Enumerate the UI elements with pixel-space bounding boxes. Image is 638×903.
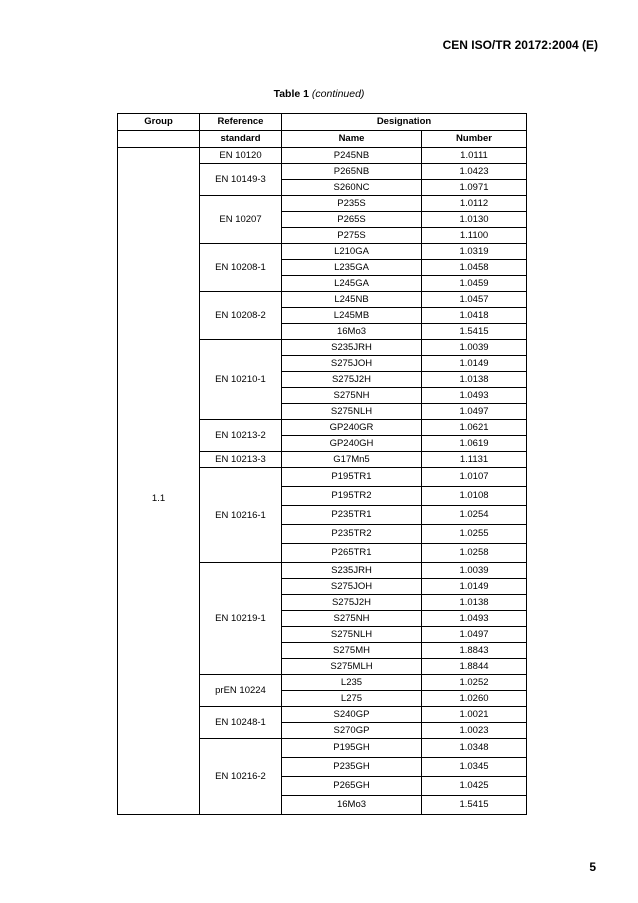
designation-number-cell: 1.8843	[422, 643, 527, 659]
designation-number-cell: 1.0418	[422, 308, 527, 324]
designation-number-cell: 1.0493	[422, 388, 527, 404]
document-id: CEN ISO/TR 20172:2004 (E)	[442, 38, 598, 52]
designation-name-cell: S235JRH	[282, 340, 422, 356]
reference-standard-cell: EN 10120	[200, 148, 282, 164]
designation-number-cell: 1.0023	[422, 723, 527, 739]
designation-number-cell: 1.0971	[422, 180, 527, 196]
designation-number-cell: 1.0457	[422, 292, 527, 308]
designation-name-cell: P195TR1	[282, 468, 422, 487]
designation-number-cell: 1.1131	[422, 452, 527, 468]
designation-header: Designation	[282, 114, 527, 131]
designation-name-cell: S240GP	[282, 707, 422, 723]
reference-standard-cell: EN 10208-1	[200, 244, 282, 292]
designation-name-cell: L275	[282, 691, 422, 707]
designation-name-cell: P195TR2	[282, 487, 422, 506]
designation-name-cell: L210GA	[282, 244, 422, 260]
designation-number-cell: 1.0021	[422, 707, 527, 723]
reference-standard-cell: EN 10213-3	[200, 452, 282, 468]
designation-number-cell: 1.0493	[422, 611, 527, 627]
designation-number-cell: 1.5415	[422, 324, 527, 340]
designation-number-cell: 1.0255	[422, 525, 527, 544]
designation-number-cell: 1.0138	[422, 595, 527, 611]
designation-number-cell: 1.0149	[422, 356, 527, 372]
number-header: Number	[422, 131, 527, 148]
designation-number-cell: 1.0319	[422, 244, 527, 260]
designation-name-cell: P195GH	[282, 739, 422, 758]
designation-number-cell: 1.5415	[422, 796, 527, 815]
reference-standard-cell: EN 10207	[200, 196, 282, 244]
reference-standard-cell: EN 10219-1	[200, 563, 282, 675]
designation-name-cell: S275MLH	[282, 659, 422, 675]
designation-number-cell: 1.0260	[422, 691, 527, 707]
reference-standard-cell: EN 10210-1	[200, 340, 282, 420]
designation-name-cell: P275S	[282, 228, 422, 244]
reference-header: Reference	[200, 114, 282, 131]
designation-number-cell: 1.0039	[422, 563, 527, 579]
designation-name-cell: S275JOH	[282, 579, 422, 595]
group-header-cont	[118, 131, 200, 148]
group-header: Group	[118, 114, 200, 131]
designation-name-cell: P265TR1	[282, 544, 422, 563]
designation-name-cell: S275J2H	[282, 595, 422, 611]
designation-name-cell: L245GA	[282, 276, 422, 292]
designation-number-cell: 1.0254	[422, 506, 527, 525]
designation-name-cell: S275NLH	[282, 404, 422, 420]
designation-name-cell: S275NH	[282, 388, 422, 404]
designation-number-cell: 1.0149	[422, 579, 527, 595]
designation-number-cell: 1.0348	[422, 739, 527, 758]
designation-number-cell: 1.0497	[422, 404, 527, 420]
designation-name-cell: L245MB	[282, 308, 422, 324]
designation-name-cell: S275J2H	[282, 372, 422, 388]
designation-name-cell: P235S	[282, 196, 422, 212]
designation-number-cell: 1.0258	[422, 544, 527, 563]
designation-name-cell: GP240GH	[282, 436, 422, 452]
group-cell: 1.1	[118, 148, 200, 815]
table-body	[118, 148, 527, 815]
designation-number-cell: 1.0112	[422, 196, 527, 212]
designation-number-cell: 1.0619	[422, 436, 527, 452]
designation-number-cell: 1.0459	[422, 276, 527, 292]
designation-name-cell: G17Mn5	[282, 452, 422, 468]
designation-name-cell: S235JRH	[282, 563, 422, 579]
designation-name-cell: P245NB	[282, 148, 422, 164]
reference-standard-cell: EN 10208-2	[200, 292, 282, 340]
designation-number-cell: 1.0138	[422, 372, 527, 388]
designation-number-cell: 1.0425	[422, 777, 527, 796]
reference-header-cont: standard	[200, 131, 282, 148]
designation-name-cell: P235GH	[282, 758, 422, 777]
reference-standard-cell: prEN 10224	[200, 675, 282, 707]
reference-standard-cell: EN 10213-2	[200, 420, 282, 452]
table-caption	[0, 88, 638, 100]
table-caption-note: (continued)	[311, 88, 365, 100]
designation-number-cell: 1.8844	[422, 659, 527, 675]
designation-name-cell: P265S	[282, 212, 422, 228]
designation-name-cell: GP240GR	[282, 420, 422, 436]
designation-number-cell: 1.0107	[422, 468, 527, 487]
designation-name-cell: L235	[282, 675, 422, 691]
name-header: Name	[282, 131, 422, 148]
designation-number-cell: 1.0252	[422, 675, 527, 691]
reference-standard-cell: EN 10248-1	[200, 707, 282, 739]
designation-number-cell: 1.0497	[422, 627, 527, 643]
designation-name-cell: P235TR1	[282, 506, 422, 525]
reference-standard-cell: EN 10216-2	[200, 739, 282, 815]
designation-name-cell: P235TR2	[282, 525, 422, 544]
designation-number-cell: 1.0039	[422, 340, 527, 356]
page-number: 5	[589, 860, 596, 874]
designation-name-cell: S275JOH	[282, 356, 422, 372]
designation-name-cell: S275NLH	[282, 627, 422, 643]
designation-number-cell: 1.0621	[422, 420, 527, 436]
designation-name-cell: L235GA	[282, 260, 422, 276]
designation-name-cell: 16Mo3	[282, 324, 422, 340]
designation-number-cell: 1.0111	[422, 148, 527, 164]
table-row	[118, 148, 527, 164]
reference-standard-cell: EN 10149-3	[200, 164, 282, 196]
designation-name-cell: 16Mo3	[282, 796, 422, 815]
designation-name-cell: S275MH	[282, 643, 422, 659]
reference-standard-cell: EN 10216-1	[200, 468, 282, 563]
designation-name-cell: S260NC	[282, 180, 422, 196]
designation-name-cell: P265GH	[282, 777, 422, 796]
designation-name-cell: S275NH	[282, 611, 422, 627]
designation-number-cell: 1.0345	[422, 758, 527, 777]
table-caption-title: Table 1	[273, 88, 309, 100]
designation-name-cell: S270GP	[282, 723, 422, 739]
designation-number-cell: 1.0108	[422, 487, 527, 506]
designation-number-cell: 1.0458	[422, 260, 527, 276]
designation-number-cell: 1.0423	[422, 164, 527, 180]
designation-number-cell: 1.1100	[422, 228, 527, 244]
designation-name-cell: L245NB	[282, 292, 422, 308]
designation-number-cell: 1.0130	[422, 212, 527, 228]
steel-designation-table	[117, 113, 527, 815]
designation-name-cell: P265NB	[282, 164, 422, 180]
